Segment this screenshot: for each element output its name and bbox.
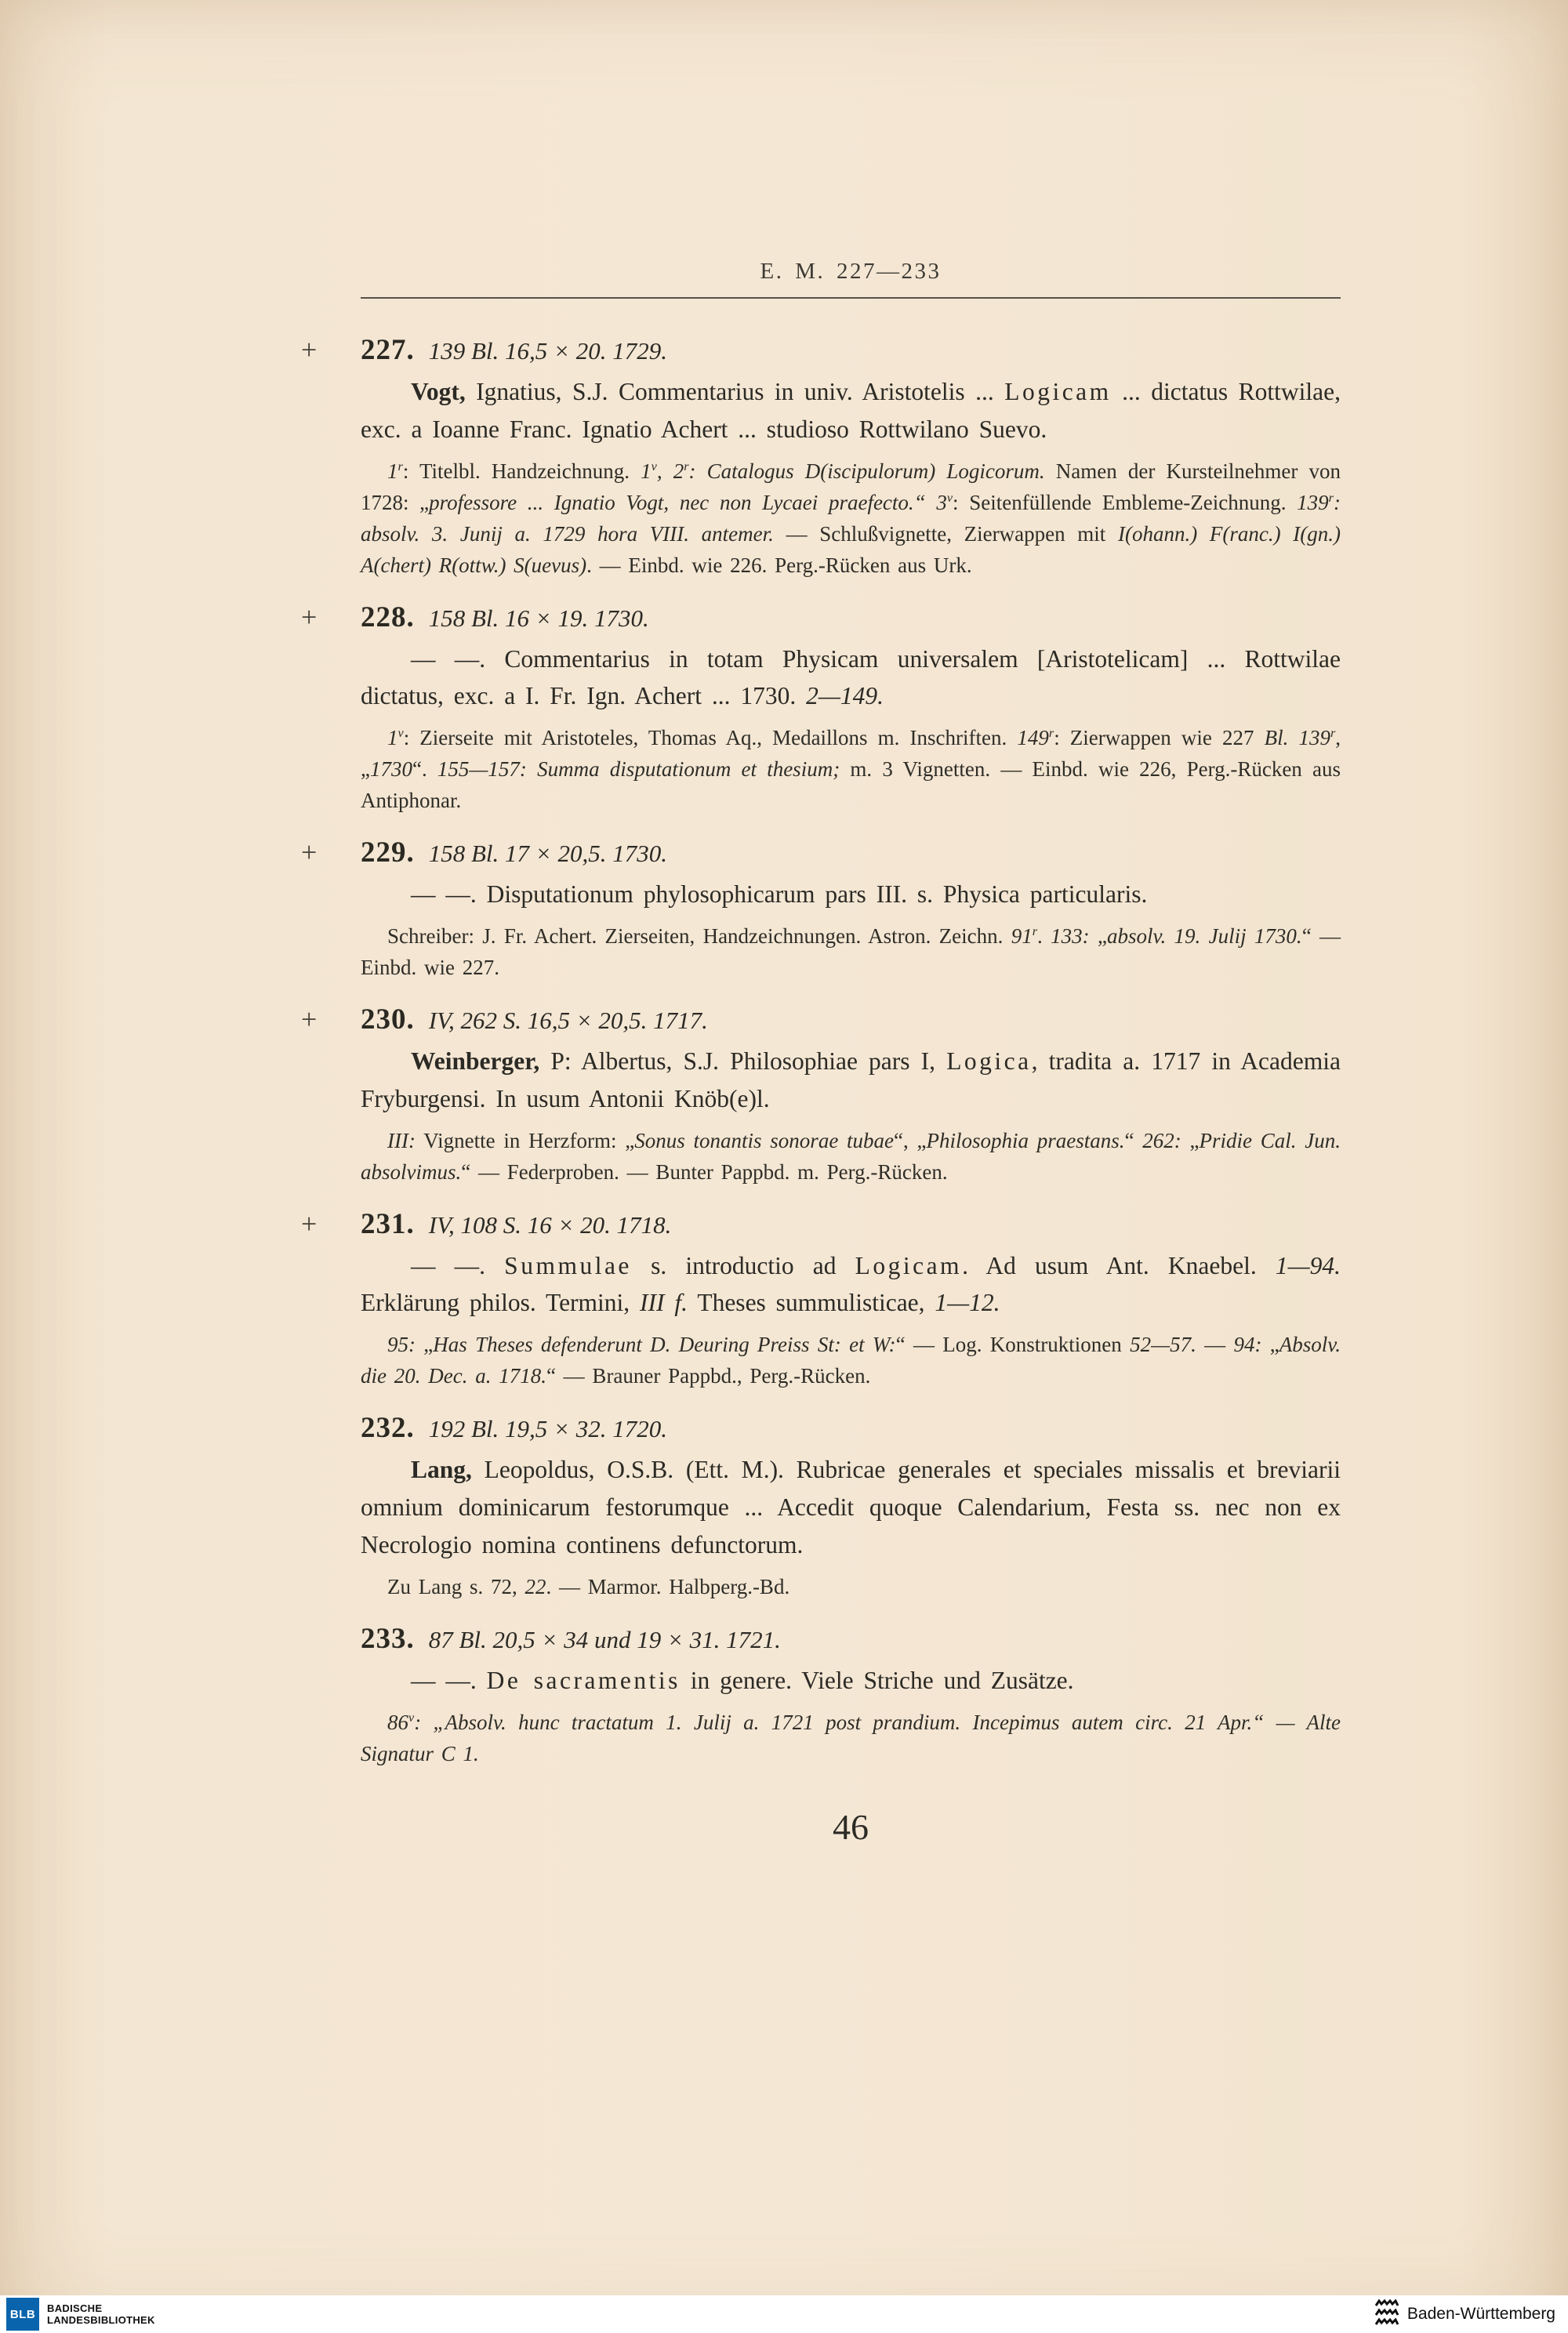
entry-number: 233. [361, 1622, 415, 1655]
text-segment: , „ [361, 726, 1341, 782]
text-segment: Ignatius, S.J. Commentarius in univ. Aristotelis ... [476, 378, 1005, 405]
text-segment: — —. Disputationum phylosophicarum pars III. s. Physica particularis. [411, 880, 1148, 909]
page-number: 46 [833, 1806, 869, 1847]
text-segment: Has Theses defenderunt D. Deuring Preiss St: et W: [433, 1333, 896, 1357]
text-segment: — [1196, 1333, 1234, 1357]
entry-main-text [361, 1247, 1341, 1323]
catalog-entry-229 [301, 836, 1341, 984]
catalog-entry-231 [301, 1207, 1341, 1393]
text-segment: r [1330, 726, 1336, 741]
text-segment: 52—57. [1130, 1333, 1196, 1357]
text-segment: Absolv. die 20. Dec. a. 1718. [361, 1333, 1341, 1388]
blb-brand [6, 2298, 155, 2331]
text-segment: m. 3 Vignetten. — Einbd. wie 226, Perg.-Rücken aus Antiphonar. [361, 757, 1341, 813]
text-segment: s. introductio ad [631, 1251, 855, 1279]
text-segment: Logicam [855, 1251, 963, 1279]
entry-meta: 158 Bl. 17 × 20,5. 1730. [428, 840, 667, 868]
text-segment: in genere. Viele Striche und Zusätze. [680, 1666, 1074, 1694]
entry-note-text [361, 723, 1341, 817]
text-segment: „ [1261, 1333, 1279, 1357]
text-segment: Logica [946, 1047, 1032, 1075]
entry-note-text [361, 1330, 1341, 1392]
catalog-entry-230 [301, 1003, 1341, 1188]
blb-logo [6, 2298, 39, 2331]
text-segment: r [397, 459, 403, 473]
catalog-entries [301, 333, 1341, 1770]
text-segment: Theses summulisticae, [688, 1289, 935, 1317]
plus-marker: + [301, 600, 318, 633]
library-name [47, 2302, 155, 2327]
entry-number: 231. [361, 1207, 415, 1240]
text-segment: Namen der Kursteilnehmer von 1728: „ [361, 459, 1341, 514]
text-segment: “ — Brauner Pappbd., Perg.-Rücken. [546, 1364, 871, 1388]
text-segment: Philosophia praestans. [926, 1128, 1125, 1152]
text-block [301, 259, 1341, 1848]
text-segment: “, „ [894, 1128, 927, 1152]
text-segment: Vogt, [411, 378, 477, 405]
entry-main-text [361, 1662, 1341, 1700]
entry-meta: IV, 262 S. 16,5 × 20,5. 1717. [428, 1006, 708, 1034]
text-segment: absolv. 19. Julij 1730. [1106, 924, 1302, 949]
text-segment: „ [416, 1333, 434, 1357]
text-segment: : Catalogus D(iscipulorum) Logicorum. [688, 459, 1045, 483]
text-segment: Zu Lang s. 72, [387, 1574, 525, 1598]
text-segment: . — Marmor. Halbperg.-Bd. [546, 1574, 790, 1598]
text-segment: . — Einbd. wie 226. Perg.-Rücken aus Urk. [586, 553, 972, 577]
text-segment [926, 491, 937, 514]
text-segment: Leopoldus, O.S.B. (Ett. M.). Rubricae generales et speciales missalis et breviarii omnium dominicarum festorumque ... Accedit quoque Calendarium, Festa ss. nec non ex Necrologio nomina continens defunctorum. [361, 1456, 1341, 1559]
text-segment: . [1037, 924, 1051, 949]
text-segment: P: Albertus, S.J. Philosophiae pars I, [550, 1047, 947, 1075]
entry-meta: 192 Bl. 19,5 × 32. 1720. [428, 1415, 667, 1443]
catalog-entry-227 [301, 333, 1341, 582]
text-segment: 2—149. [806, 682, 884, 710]
blb-logo-label: BLB [9, 2307, 36, 2321]
running-title: E. M. 227—233 [760, 259, 942, 284]
text-segment: “ — Log. Konstruktionen [895, 1333, 1131, 1357]
entry-note-text [361, 1707, 1341, 1770]
entry-heading [361, 600, 1341, 634]
text-segment: 1 [387, 459, 398, 483]
entry-heading [361, 1003, 1341, 1036]
text-segment: 3 [936, 490, 947, 514]
bw-brand [1374, 2299, 1555, 2329]
text-segment: “ — Federproben. — Bunter Pappbd. m. Perg.-Rücken. [461, 1159, 948, 1184]
entry-meta: 139 Bl. 16,5 × 20. 1729. [428, 337, 667, 365]
text-segment: ... dictatus Rottwilae, exc. a Ioanne Franc. Ignatio Achert ... studioso Rottwilano Suevo. [361, 378, 1341, 443]
text-segment: v [651, 459, 657, 473]
entry-heading [361, 333, 1341, 367]
entry-note-text [361, 456, 1341, 582]
text-segment: 1 [387, 726, 398, 750]
entry-main-text [361, 876, 1341, 913]
text-segment: “. [412, 757, 437, 782]
text-segment: professore ... Ignatio Vogt, nec non Lycaei praefecto.“ [429, 490, 926, 514]
entry-number: 230. [361, 1003, 415, 1036]
plus-marker: + [301, 1003, 318, 1035]
library-name-line1: BADISCHE [47, 2302, 103, 2314]
entry-main-text [361, 373, 1341, 448]
catalog-entry-228 [301, 600, 1341, 818]
text-segment: Bl. 139 [1264, 726, 1330, 750]
text-segment: “ — Einbd. wie 227. [361, 924, 1341, 979]
entry-heading [361, 1622, 1341, 1656]
entry-main-text [361, 1043, 1341, 1118]
text-segment: v [408, 1710, 415, 1725]
text-segment: De sacramentis [486, 1666, 681, 1694]
text-segment: : Zierseite mit Aristoteles, Thomas Aq., Medaillons m. Inschriften. [403, 726, 1018, 750]
text-segment: Weinberger, [411, 1047, 551, 1075]
entry-number: 229. [361, 836, 415, 869]
text-segment: r [1328, 490, 1334, 505]
catalog-entry-233 [361, 1622, 1341, 1770]
entry-heading [361, 1207, 1341, 1241]
entry-number: 227. [361, 334, 415, 366]
text-segment: 262: [1142, 1128, 1181, 1152]
bw-antlers-icon [1374, 2299, 1399, 2329]
text-segment: 91 [1011, 924, 1033, 949]
text-segment: , 2 [656, 459, 684, 483]
text-segment: Pridie Cal. Jun. absolvimus. [361, 1128, 1341, 1184]
text-segment: Summulae [504, 1251, 632, 1279]
text-segment: r [1048, 726, 1054, 741]
text-segment: 22 [524, 1574, 546, 1598]
text-segment: 86 [387, 1710, 408, 1734]
text-segment: 1 [641, 459, 652, 483]
text-segment: 139 [1297, 490, 1329, 514]
text-segment: I(ohann.) F(ranc.) I(gn.) A(chert) R(ottw.) S(uevus) [361, 521, 1341, 577]
catalog-entry-232 [361, 1411, 1341, 1603]
text-segment: III: [387, 1128, 416, 1152]
text-segment: : „Absolv. hunc tractatum 1. Julij a. 1721 post prandium. Incepimus autem circ. 21 Apr.“ — Alte Signatur C 1. [361, 1710, 1341, 1765]
library-name-line2: LANDESBIBLIOTHEK [47, 2314, 155, 2326]
entry-note-text [361, 921, 1341, 984]
plus-marker: + [301, 334, 318, 365]
text-segment: 1730 [369, 757, 412, 782]
text-segment: Schreiber: J. Fr. Achert. Zierseiten, Handzeichnungen. Astron. Zeichn. [387, 924, 1011, 949]
entry-number: 232. [361, 1412, 415, 1445]
text-segment: : Zierwappen wie 227 [1054, 726, 1265, 750]
entry-meta: IV, 108 S. 16 × 20. 1718. [428, 1210, 672, 1239]
text-segment: „ [1089, 924, 1107, 949]
text-segment: Sonus tonantis sonorae tubae [634, 1128, 895, 1152]
entry-heading [361, 836, 1341, 869]
entry-meta: 158 Bl. 16 × 19. 1730. [428, 604, 649, 632]
text-segment: III f. [640, 1289, 688, 1317]
entry-main-text [361, 640, 1341, 716]
plus-marker: + [301, 1207, 318, 1239]
entry-meta: 87 Bl. 20,5 × 34 und 19 × 31. 1721. [428, 1625, 781, 1653]
text-segment: Logicam [1004, 378, 1112, 405]
state-label: Baden-Württemberg [1406, 2305, 1555, 2323]
text-segment: — —. Commentarius in totam Physicam universalem [Aristotelicam] ... Rottwilae dictatus, exc. a I. Fr. Ign. Achert ... 1730. [361, 644, 1341, 710]
text-segment: v [946, 490, 953, 505]
text-segment: 155—157: Summa disputationum et thesium; [437, 757, 840, 782]
text-segment: — —. [411, 1251, 505, 1279]
footer-bar [0, 2295, 1568, 2333]
text-segment: , tradita a. 1717 in Academia Fryburgensi. In usum Antonii Knöb(e)l. [361, 1047, 1341, 1112]
text-segment: r [1032, 924, 1038, 939]
text-segment: r [684, 459, 689, 473]
text-segment: . Ad usum Ant. Knaebel. [962, 1251, 1276, 1279]
text-segment: 1—94. [1275, 1251, 1341, 1279]
text-segment: „ [1181, 1128, 1200, 1152]
entry-main-text [361, 1451, 1341, 1564]
text-segment: : Seitenfüllende Embleme-Zeichnung. [953, 490, 1298, 514]
entry-note-text [361, 1572, 1341, 1603]
text-segment: “ [1124, 1128, 1143, 1152]
plus-marker: + [301, 836, 318, 869]
entry-heading [361, 1411, 1341, 1445]
page-header [361, 259, 1341, 299]
entry-number: 228. [361, 600, 415, 633]
text-segment: — —. [411, 1666, 487, 1694]
text-segment: Lang, [411, 1456, 485, 1484]
text-segment: 133: [1051, 924, 1090, 949]
text-segment: 94: [1233, 1333, 1262, 1357]
text-segment: Vignette in Herzform: „ [415, 1128, 635, 1152]
text-segment: 95: [387, 1333, 416, 1357]
text-segment: — Schlußvignette, Zierwappen mit [773, 521, 1118, 546]
text-segment: 1—12. [935, 1289, 1000, 1317]
text-segment: v [397, 726, 404, 741]
text-segment: 149 [1017, 726, 1049, 750]
text-segment: : Titelbl. Handzeichnung. [402, 459, 641, 483]
entry-note-text [361, 1126, 1341, 1188]
text-segment: : absolv. 3. Junij a. 1729 hora VIII. antemer. [361, 490, 1341, 546]
text-segment: Erklärung philos. Termini, [361, 1289, 641, 1317]
